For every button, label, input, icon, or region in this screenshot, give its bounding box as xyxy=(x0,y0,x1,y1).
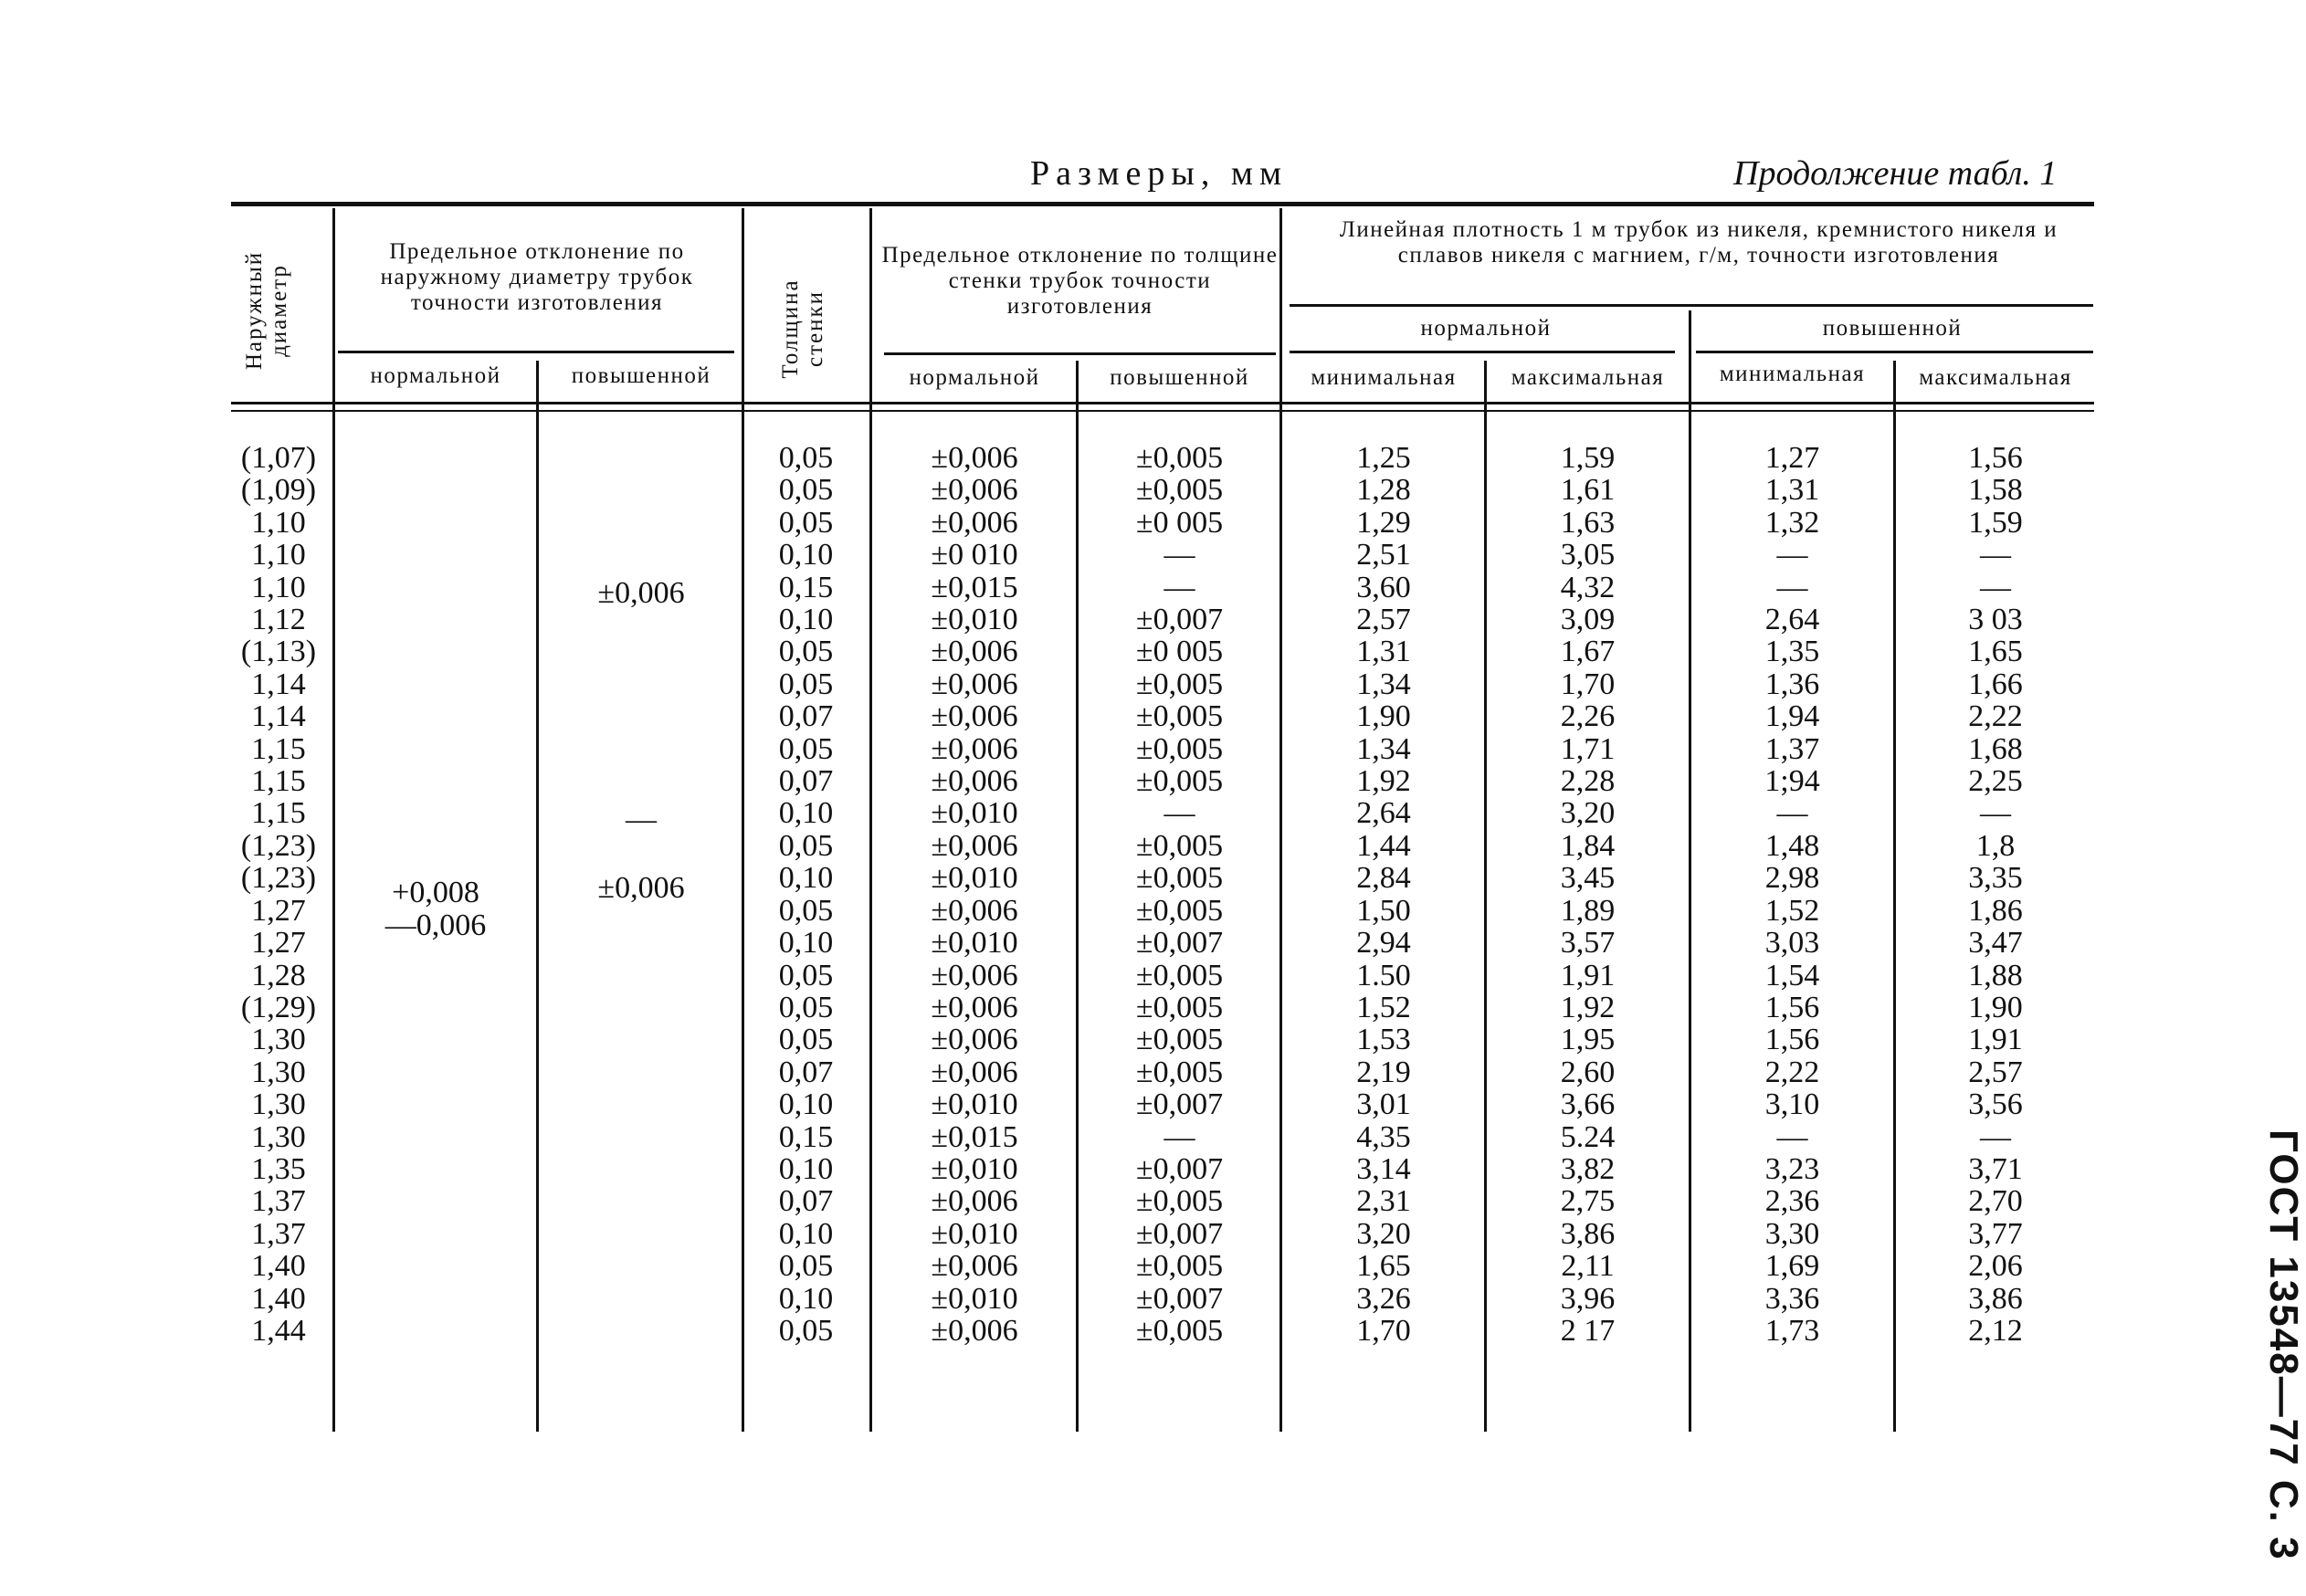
table-cell: 1,63 xyxy=(1560,505,1616,540)
table-cell: ±0,015 xyxy=(931,570,1018,604)
table-cell: 2,06 xyxy=(1968,1249,2023,1284)
table-cell: — xyxy=(1164,796,1195,831)
table-cell: 2,64 xyxy=(1356,796,1411,831)
table-cell: 1,35 xyxy=(1764,635,1820,669)
header-bottom-rule-1 xyxy=(231,402,2094,404)
table-cell: — xyxy=(1980,538,2011,572)
table-cell: 1,70 xyxy=(1560,667,1616,701)
density-high-subrule xyxy=(1696,351,2093,353)
table-cell: 1,15 xyxy=(251,796,306,831)
table-cell: ±0,006 xyxy=(931,828,1018,863)
table-cell: ±0,006 xyxy=(931,505,1018,540)
table-cell: 1,94 xyxy=(1764,699,1820,734)
table-cell: (1,09) xyxy=(240,473,317,508)
table-cell: ±0,005 xyxy=(1135,1313,1224,1348)
table-cell: ±0,006 xyxy=(931,667,1018,701)
column-outer-diameter xyxy=(219,442,338,1347)
table-cell: 1,30 xyxy=(251,1023,306,1057)
table-cell: ±0,006 xyxy=(931,1249,1018,1284)
table-cell: 2,31 xyxy=(1356,1184,1411,1219)
od-high-tolerance-value-2: — xyxy=(626,803,657,836)
table-cell: 1,66 xyxy=(1968,667,2023,701)
header-od-high: повышенной xyxy=(571,363,711,388)
table-cell: 3,77 xyxy=(1968,1216,2023,1251)
table-cell: ±0,005 xyxy=(1135,441,1224,475)
table-cell: ±0,006 xyxy=(931,441,1018,475)
header-min-high: минимальная xyxy=(1719,362,1866,386)
header-density-high: повышенной xyxy=(1822,316,1963,341)
table-cell: — xyxy=(1980,1119,2011,1154)
table-cell: 1,36 xyxy=(1764,667,1820,701)
table-cell: 1;94 xyxy=(1764,764,1820,799)
table-cell: 1,14 xyxy=(251,699,306,734)
table-cell: ±0,006 xyxy=(931,958,1018,992)
table-cell: ±0,006 xyxy=(931,893,1018,928)
table-cell: 3,05 xyxy=(1560,538,1616,572)
table-cell: 1,30 xyxy=(251,1119,306,1154)
table-cell: ±0,010 xyxy=(931,1151,1018,1186)
table-cell: 1,53 xyxy=(1356,1023,1411,1057)
table-cell: 0,10 xyxy=(778,796,834,831)
table-cell: 0,05 xyxy=(778,1313,834,1348)
table-cell: 0,15 xyxy=(778,1119,834,1154)
table-continuation-caption: Продолжение табл. 1 xyxy=(1733,154,2058,193)
table-cell: 1,59 xyxy=(1968,505,2023,540)
table-cell: 1,92 xyxy=(1356,764,1411,799)
column-density-min-normal xyxy=(1283,442,1484,1347)
header-min-normal: минимальная xyxy=(1311,365,1457,390)
header-linear-density: Линейная плотность 1 м трубок из никеля, кремнистого никеля и сплавов никеля с магнием, г/м, точности изготовления xyxy=(1339,217,2059,268)
table-cell: (1,23) xyxy=(240,828,317,863)
table-cell: 1,27 xyxy=(251,926,306,961)
table-cell: ±0 005 xyxy=(1135,635,1224,669)
table-cell: 0,10 xyxy=(778,603,834,637)
table-cell: 3,56 xyxy=(1968,1087,2023,1122)
table-cell: 0,10 xyxy=(778,538,834,572)
table-cell: — xyxy=(1164,570,1195,604)
table-cell: — xyxy=(1164,1119,1195,1154)
header-density-normal: нормальной xyxy=(1420,316,1552,341)
table-cell: 4,32 xyxy=(1560,570,1616,604)
column-density-min-high xyxy=(1691,442,1893,1347)
table-cell: ±0,007 xyxy=(1135,1151,1224,1186)
table-cell: ±0,007 xyxy=(1135,1281,1224,1316)
table-cell: 0,15 xyxy=(778,570,834,604)
table-cell: ±0,005 xyxy=(1135,1023,1224,1057)
table-cell: 0,07 xyxy=(778,1184,834,1219)
table-cell: 2,19 xyxy=(1356,1055,1411,1089)
table-cell: 1,25 xyxy=(1356,441,1411,475)
table-cell: 3,47 xyxy=(1968,926,2023,961)
table-cell: 4,35 xyxy=(1356,1119,1411,1154)
table-cell: 2,75 xyxy=(1560,1184,1616,1219)
od-high-tolerance-value-3: ±0,006 xyxy=(597,871,685,905)
table-cell: 2,98 xyxy=(1764,861,1820,896)
table-cell: 1,8 xyxy=(1975,828,2016,863)
table-cell: 1,27 xyxy=(251,893,306,928)
table-cell: 1,29 xyxy=(1356,505,1411,540)
table-cell: 1,14 xyxy=(251,667,306,701)
table-cell: ±0,005 xyxy=(1135,731,1224,766)
table-cell: 1,71 xyxy=(1560,731,1616,766)
table-cell: 3 03 xyxy=(1968,603,2023,637)
table-cell: 1,15 xyxy=(251,731,306,766)
table-cell: 3,71 xyxy=(1968,1151,2023,1186)
table-cell: 1,88 xyxy=(1968,958,2023,992)
table-cell: 2,25 xyxy=(1968,764,2023,799)
table-cell: 1,10 xyxy=(251,570,306,604)
table-cell: 2,11 xyxy=(1561,1249,1615,1284)
table-cell: 2,28 xyxy=(1560,764,1616,799)
table-cell: 3,20 xyxy=(1560,796,1616,831)
table-cell: 1,73 xyxy=(1764,1313,1820,1348)
table-cell: ±0,006 xyxy=(931,731,1018,766)
table-cell: 1,52 xyxy=(1764,893,1820,928)
table-cell: 1,67 xyxy=(1560,635,1616,669)
table-cell: ±0,006 xyxy=(931,1313,1018,1348)
table-cell: 3,30 xyxy=(1764,1216,1820,1251)
table-cell: 1,90 xyxy=(1356,699,1411,734)
table-cell: 1,44 xyxy=(1356,828,1411,863)
table-cell: ±0,007 xyxy=(1135,1216,1224,1251)
table-cell: 3,60 xyxy=(1356,570,1411,604)
table-cell: (1,13) xyxy=(240,635,317,669)
table-cell: 2,26 xyxy=(1560,699,1616,734)
table-cell: ±0,010 xyxy=(931,1216,1018,1251)
wall-tol-subrule xyxy=(884,352,1276,355)
table-cell: 1,58 xyxy=(1968,473,2023,508)
table-cell: — xyxy=(1980,570,2011,604)
table-cell: 3,45 xyxy=(1560,861,1616,896)
table-cell: 3,23 xyxy=(1764,1151,1820,1186)
table-cell: 1,90 xyxy=(1968,990,2023,1024)
column-density-max-normal xyxy=(1487,442,1689,1347)
table-cell: 0,05 xyxy=(778,473,834,508)
column-wall-thickness xyxy=(744,442,868,1347)
table-cell: ±0 010 xyxy=(931,538,1018,572)
table-cell: 3,20 xyxy=(1356,1216,1411,1251)
table-cell: 0,10 xyxy=(778,1087,834,1122)
table-cell: 0,05 xyxy=(778,958,834,992)
table-cell: 3,66 xyxy=(1560,1087,1616,1122)
col-divider-5 xyxy=(1076,361,1079,1432)
table-cell: 3,35 xyxy=(1968,861,2023,896)
table-cell: ±0,005 xyxy=(1135,699,1224,734)
table-cell: ±0,006 xyxy=(931,1023,1018,1057)
table-cell: 1,86 xyxy=(1968,893,2023,928)
table-cell: 2,51 xyxy=(1356,538,1411,572)
table-cell: 1,44 xyxy=(251,1313,306,1348)
table-cell: ±0,007 xyxy=(1135,603,1224,637)
table-cell: 3,57 xyxy=(1560,926,1616,961)
density-subrule xyxy=(1290,304,2093,307)
table-cell: ±0,010 xyxy=(931,603,1018,637)
table-cell: — xyxy=(1776,796,1808,831)
table-cell: 2,70 xyxy=(1968,1184,2023,1219)
table-cell: 1,84 xyxy=(1560,828,1616,863)
table-cell: 1,56 xyxy=(1764,990,1820,1024)
table-cell: 0,10 xyxy=(778,1216,834,1251)
table-cell: 1,50 xyxy=(1356,893,1411,928)
table-cell: ±0,010 xyxy=(931,796,1018,831)
table-cell: — xyxy=(1776,570,1808,604)
table-cell: 1,27 xyxy=(1764,441,1820,475)
column-wall-tol-normal xyxy=(873,442,1076,1347)
table-cell: 5.24 xyxy=(1560,1119,1616,1154)
header-od-normal: нормальной xyxy=(370,363,501,388)
table-cell: 1,40 xyxy=(251,1281,306,1316)
table-cell: ±0,006 xyxy=(931,473,1018,508)
table-cell: 2,94 xyxy=(1356,926,1411,961)
table-cell: ±0,010 xyxy=(931,1087,1018,1122)
table-cell: 2,22 xyxy=(1968,699,2023,734)
table-cell: 0,05 xyxy=(778,667,834,701)
table-cell: ±0,007 xyxy=(1135,926,1224,961)
header-max-normal: максимальная xyxy=(1511,365,1665,390)
table-cell: 1,37 xyxy=(1764,731,1820,766)
table-cell: 3,36 xyxy=(1764,1281,1820,1316)
table-cell: ±0,005 xyxy=(1135,667,1224,701)
table-cell: 0,05 xyxy=(778,635,834,669)
table-cell: ±0,005 xyxy=(1135,1055,1224,1089)
table-cell: 2,12 xyxy=(1968,1313,2023,1348)
table-cell: 0,07 xyxy=(778,1055,834,1089)
table-cell: 0,07 xyxy=(778,764,834,799)
col-divider-4 xyxy=(869,208,872,1432)
table-cell: 1,92 xyxy=(1560,990,1616,1024)
table-cell: 1,65 xyxy=(1356,1249,1411,1284)
table-cell: 1,54 xyxy=(1764,958,1820,992)
col-divider-2 xyxy=(536,361,539,1432)
table-cell: 1,31 xyxy=(1764,473,1820,508)
table-cell: 1,91 xyxy=(1968,1023,2023,1057)
table-cell: 1,70 xyxy=(1356,1313,1411,1348)
header-outer-diameter: Наружный диаметр xyxy=(242,250,291,371)
header-wall-thickness: Толщина стенки xyxy=(778,278,827,379)
header-max-high: максимальная xyxy=(1919,365,2072,390)
table-cell: 1,65 xyxy=(1968,635,2023,669)
table-cell: 0,05 xyxy=(778,1249,834,1284)
header-od-tolerance: Предельное отклонение по наружному диаметру трубок точности изготовления xyxy=(380,239,694,315)
table-cell: 0,05 xyxy=(778,828,834,863)
table-cell: (1,23) xyxy=(240,861,317,896)
column-density-max-high xyxy=(1896,442,2095,1347)
od-tol-subrule xyxy=(338,351,734,353)
table-cell: 3,14 xyxy=(1356,1151,1411,1186)
table-cell: ±0,010 xyxy=(931,861,1018,896)
table-cell: ±0,006 xyxy=(931,990,1018,1024)
table-cell: 1,95 xyxy=(1560,1023,1616,1057)
table-cell: 1.50 xyxy=(1356,958,1411,992)
table-cell: 0,05 xyxy=(778,441,834,475)
header-wall-normal: нормальной xyxy=(909,365,1040,390)
table-cell: 3,82 xyxy=(1560,1151,1616,1186)
table-cell: 3,86 xyxy=(1560,1216,1616,1251)
table-dimensions-caption: Размеры, мм xyxy=(1030,154,1289,193)
table-cell: 1,28 xyxy=(1356,473,1411,508)
table-cell: ±0,005 xyxy=(1135,1184,1224,1219)
table-cell: 1,35 xyxy=(251,1151,306,1186)
table-cell: 1,37 xyxy=(251,1184,306,1219)
table-cell: 1,56 xyxy=(1764,1023,1820,1057)
table-cell: 3,03 xyxy=(1764,926,1820,961)
table-cell: 2,22 xyxy=(1764,1055,1820,1089)
table-cell: 0,05 xyxy=(778,893,834,928)
table-cell: ±0,007 xyxy=(1135,1087,1224,1122)
table-cell: ±0,005 xyxy=(1135,893,1224,928)
header-bottom-rule-2 xyxy=(231,410,2094,412)
standard-page-stamp: ГОСТ 13548—77 С. 3 xyxy=(2261,1129,2306,1561)
table-cell: 0,07 xyxy=(778,699,834,734)
table-cell: 2,84 xyxy=(1356,861,1411,896)
table-cell: — xyxy=(1776,538,1808,572)
table-cell: 1,12 xyxy=(251,603,306,637)
table-cell: 1,91 xyxy=(1560,958,1616,992)
table-cell: 1,30 xyxy=(251,1087,306,1122)
table-cell: ±0,006 xyxy=(931,635,1018,669)
table-cell: ±0,010 xyxy=(931,926,1018,961)
table-cell: 1,48 xyxy=(1764,828,1820,863)
table-cell: 0,05 xyxy=(778,990,834,1024)
table-cell: ±0,015 xyxy=(931,1119,1018,1154)
table-cell: ±0,005 xyxy=(1135,861,1224,896)
table-cell: 0,05 xyxy=(778,1023,834,1057)
table-cell: ±0,005 xyxy=(1135,473,1224,508)
table-cell: ±0,006 xyxy=(931,699,1018,734)
table-cell: ±0,006 xyxy=(931,1184,1018,1219)
table-cell: 1,59 xyxy=(1560,441,1616,475)
table-cell: 1,68 xyxy=(1968,731,2023,766)
table-cell: ±0,005 xyxy=(1135,958,1224,992)
table-cell: 0,10 xyxy=(778,1151,834,1186)
table-cell: 3,26 xyxy=(1356,1281,1411,1316)
table-cell: 3,10 xyxy=(1764,1087,1820,1122)
table-cell: 1,69 xyxy=(1764,1249,1820,1284)
table-cell: ±0,010 xyxy=(931,1281,1018,1316)
table-cell: — xyxy=(1980,796,2011,831)
table-cell: 1,40 xyxy=(251,1249,306,1284)
table-cell: 2,36 xyxy=(1764,1184,1820,1219)
table-cell: 1,10 xyxy=(251,505,306,540)
table-cell: 0,10 xyxy=(778,926,834,961)
table-cell: 3,09 xyxy=(1560,603,1616,637)
table-cell: ±0,006 xyxy=(931,1055,1018,1089)
table-cell: ±0,005 xyxy=(1135,990,1224,1024)
table-cell: (1,29) xyxy=(240,990,317,1024)
table-cell: 1,52 xyxy=(1356,990,1411,1024)
table-cell: ±0 005 xyxy=(1135,505,1224,540)
table-cell: 1,34 xyxy=(1356,731,1411,766)
table-cell: 2,60 xyxy=(1560,1055,1616,1089)
table-cell: 1,15 xyxy=(251,764,306,799)
table-cell: 1,89 xyxy=(1560,893,1616,928)
table-cell: — xyxy=(1776,1119,1808,1154)
od-high-tolerance-value-1: ±0,006 xyxy=(597,576,685,610)
table-cell: 3,96 xyxy=(1560,1281,1616,1316)
table-cell: 1,34 xyxy=(1356,667,1411,701)
table-cell: (1,07) xyxy=(240,441,317,475)
table-cell: 0,10 xyxy=(778,1281,834,1316)
table-cell: 2,64 xyxy=(1764,603,1820,637)
table-cell: 3,01 xyxy=(1356,1087,1411,1122)
table-cell: ±0,006 xyxy=(931,764,1018,799)
table-cell: 1,32 xyxy=(1764,505,1820,540)
table-cell: 3,86 xyxy=(1968,1281,2023,1316)
table-cell: 1,31 xyxy=(1356,635,1411,669)
table-cell: — xyxy=(1164,538,1195,572)
table-cell: 0,05 xyxy=(778,731,834,766)
table-cell: 1,10 xyxy=(251,538,306,572)
table-cell: 1,37 xyxy=(251,1216,306,1251)
table-cell: ±0,005 xyxy=(1135,828,1224,863)
table-cell: ±0,005 xyxy=(1135,764,1224,799)
table-cell: ±0,005 xyxy=(1135,1249,1224,1284)
column-wall-tol-high xyxy=(1079,442,1279,1347)
table-cell: 2 17 xyxy=(1560,1313,1616,1348)
table-cell: 2,57 xyxy=(1968,1055,2023,1089)
header-wall-high: повышенной xyxy=(1110,365,1249,390)
table-cell: 0,05 xyxy=(778,505,834,540)
header-wall-tolerance: Предельное отклонение по толщине стенки трубок точности изготовления xyxy=(881,243,1279,319)
table-cell: 0,10 xyxy=(778,861,834,896)
table-cell: 1,28 xyxy=(251,958,306,992)
table-cell: 1,30 xyxy=(251,1055,306,1089)
col-divider-6 xyxy=(1279,208,1282,1432)
table-cell: 1,56 xyxy=(1968,441,2023,475)
density-normal-subrule xyxy=(1290,351,1675,353)
table-cell: 1,61 xyxy=(1560,473,1616,508)
table-top-rule xyxy=(231,202,2094,206)
od-normal-tolerance-value: +0,008 —0,006 xyxy=(384,876,487,942)
table-cell: 2,57 xyxy=(1356,603,1411,637)
